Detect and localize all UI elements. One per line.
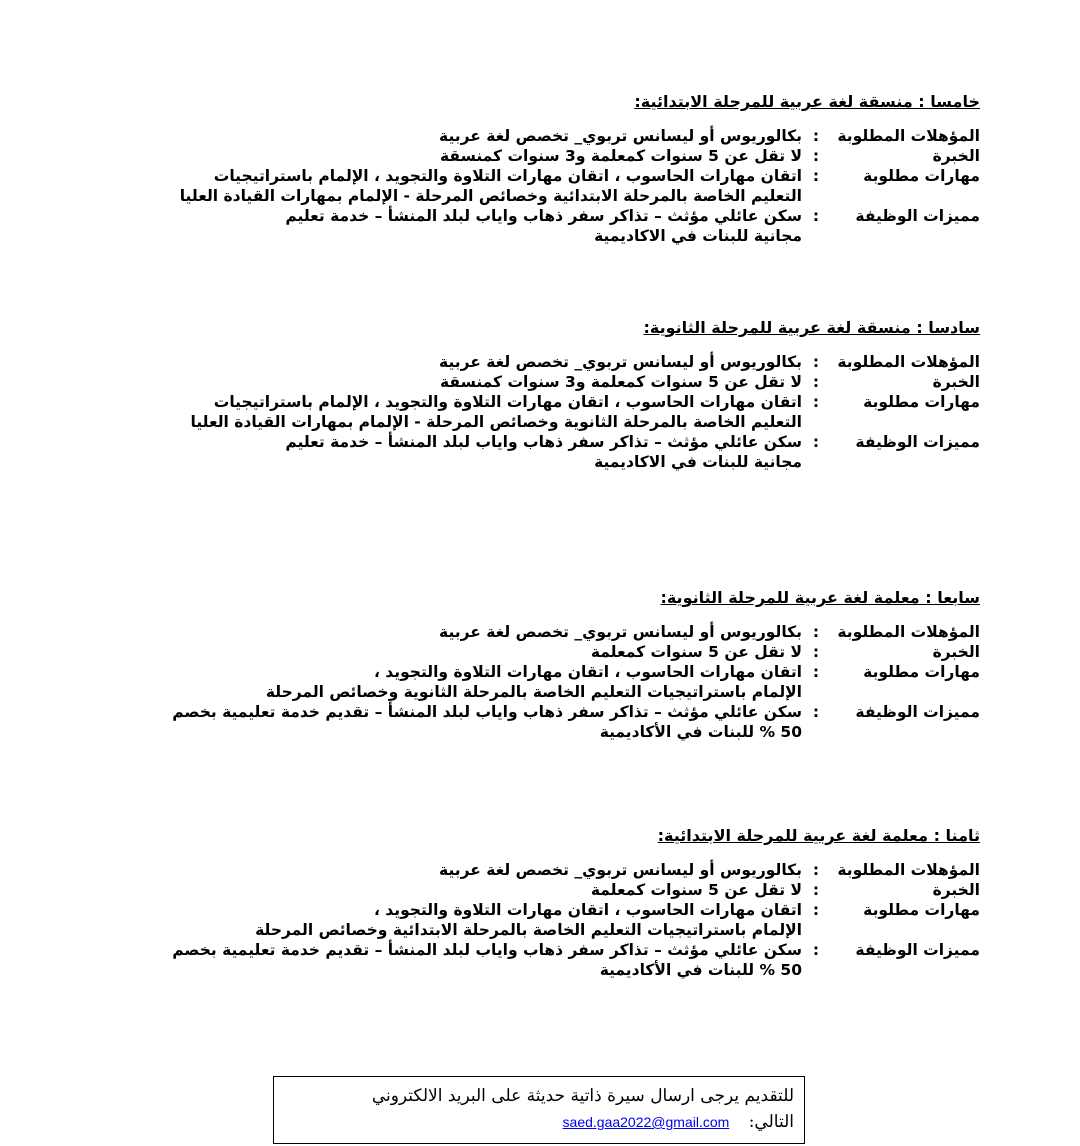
row-label: المؤهلات المطلوبة xyxy=(837,353,980,371)
value-line: اتقان مهارات الحاسوب ، اتقان مهارات التلاوة والتجويد ، xyxy=(374,663,802,681)
value-line: التعليم الخاصة بالمرحلة الابتدائية وخصائص المرحلة - الإلمام بمهارات القيادة العليا xyxy=(179,187,802,205)
row-label: مميزات الوظيفة xyxy=(855,941,980,959)
row-label: المؤهلات المطلوبة xyxy=(837,127,980,145)
row-colon: : xyxy=(812,861,820,879)
row-value xyxy=(285,432,802,472)
email-prefix: التالي: xyxy=(748,1112,794,1132)
row-value xyxy=(191,392,803,432)
job-section-arabic-teacher-primary xyxy=(80,826,980,980)
value-line: لا تقل عن 5 سنوات كمعلمة و3 سنوات كمنسقة xyxy=(440,147,802,165)
benefits-row xyxy=(80,702,980,742)
row-label: مهارات مطلوبة xyxy=(863,901,980,919)
value-line: اتقان مهارات الحاسوب ، اتقان مهارات التلاوة والتجويد ، xyxy=(374,901,802,919)
row-value xyxy=(591,642,802,662)
value-line: اتقان مهارات الحاسوب ، اتقان مهارات التلاوة والتجويد ، الإلمام باستراتيجيات xyxy=(213,393,802,411)
row-colon: : xyxy=(812,167,820,185)
benefits-row xyxy=(80,206,980,246)
row-label: المؤهلات المطلوبة xyxy=(837,623,980,641)
row-label: مهارات مطلوبة xyxy=(863,663,980,681)
row-value xyxy=(440,146,802,166)
experience-row xyxy=(80,642,980,662)
value-line: بكالوريوس أو ليسانس تربوي_ تخصص لغة عربية xyxy=(439,861,802,879)
skills-row xyxy=(80,392,980,432)
row-value xyxy=(439,622,802,642)
row-colon: : xyxy=(812,941,820,959)
row-label: المؤهلات المطلوبة xyxy=(837,861,980,879)
row-label: مهارات مطلوبة xyxy=(863,393,980,411)
skills-row xyxy=(80,900,980,940)
benefits-row xyxy=(80,432,980,472)
row-value xyxy=(180,166,802,206)
row-colon: : xyxy=(812,643,820,661)
section-title: ثامنا : معلمة لغة عربية للمرحلة الابتدائية: xyxy=(657,826,980,845)
row-colon: : xyxy=(812,881,820,899)
application-instruction: للتقديم يرجى ارسال سيرة ذاتية حديثة على البريد الالكتروني xyxy=(371,1086,794,1106)
row-label: مميزات الوظيفة xyxy=(855,207,980,225)
row-label: مميزات الوظيفة xyxy=(855,703,980,721)
row-colon: : xyxy=(812,663,820,681)
application-notice-box xyxy=(273,1076,805,1144)
row-value xyxy=(255,900,802,940)
row-colon: : xyxy=(812,901,820,919)
skills-row xyxy=(80,166,980,206)
section-title: سادسا : منسقة لغة عربية للمرحلة الثانوية: xyxy=(643,318,980,337)
row-value xyxy=(439,126,802,146)
value-line: 50 % للبنات في الأكاديمية xyxy=(599,961,802,979)
value-line: لا تقل عن 5 سنوات كمعلمة xyxy=(590,881,802,899)
row-colon: : xyxy=(812,623,820,641)
row-colon: : xyxy=(812,433,820,451)
value-line: بكالوريوس أو ليسانس تربوي_ تخصص لغة عربية xyxy=(439,623,802,641)
value-line: سكن عائلي مؤثث – تذاكر سفر ذهاب واياب لبلد المنشأ – خدمة تعليم xyxy=(285,433,802,451)
benefits-row xyxy=(80,940,980,980)
value-line: سكن عائلي مؤثث – تذاكر سفر ذهاب واياب لبلد المنشأ – تقديم خدمة تعليمية بخصم xyxy=(172,703,802,721)
row-colon: : xyxy=(812,373,820,391)
row-colon: : xyxy=(812,703,820,721)
qualifications-row xyxy=(80,860,980,880)
row-value xyxy=(439,860,802,880)
qualifications-row xyxy=(80,126,980,146)
job-section-arabic-teacher-secondary xyxy=(80,588,980,742)
section-title: خامسا : منسقة لغة عربية للمرحلة الابتدائية: xyxy=(634,92,980,111)
value-line: اتقان مهارات الحاسوب ، اتقان مهارات التلاوة والتجويد ، الإلمام باستراتيجيات xyxy=(213,167,802,185)
row-colon: : xyxy=(812,127,820,145)
row-value xyxy=(439,352,802,372)
value-line: لا تقل عن 5 سنوات كمعلمة و3 سنوات كمنسقة xyxy=(440,373,802,391)
row-label: الخبرة xyxy=(932,373,980,391)
row-label: الخبرة xyxy=(932,643,980,661)
row-colon: : xyxy=(812,147,820,165)
row-label: مميزات الوظيفة xyxy=(855,433,980,451)
value-line: سكن عائلي مؤثث – تذاكر سفر ذهاب واياب لبلد المنشأ – تقديم خدمة تعليمية بخصم xyxy=(172,941,802,959)
row-value xyxy=(172,702,802,742)
row-value xyxy=(172,940,802,980)
value-line: مجانية للبنات في الاكاديمية xyxy=(594,227,802,245)
skills-row xyxy=(80,662,980,702)
qualifications-row xyxy=(80,622,980,642)
row-label: مهارات مطلوبة xyxy=(863,167,980,185)
experience-row xyxy=(80,146,980,166)
row-colon: : xyxy=(812,353,820,371)
row-colon: : xyxy=(812,393,820,411)
value-line: 50 % للبنات في الأكاديمية xyxy=(599,723,802,741)
section-title: سابعا : معلمة لغة عربية للمرحلة الثانوية: xyxy=(660,588,980,607)
row-value xyxy=(266,662,802,702)
value-line: الإلمام باستراتيجيات التعليم الخاصة بالمرحلة الابتدائية وخصائص المرحلة xyxy=(255,921,802,939)
value-line: لا تقل عن 5 سنوات كمعلمة xyxy=(590,643,802,661)
row-value xyxy=(591,880,802,900)
experience-row xyxy=(80,372,980,392)
row-value xyxy=(285,206,802,246)
value-line: بكالوريوس أو ليسانس تربوي_ تخصص لغة عربية xyxy=(439,353,802,371)
row-label: الخبرة xyxy=(932,147,980,165)
value-line: سكن عائلي مؤثث – تذاكر سفر ذهاب واياب لبلد المنشأ – خدمة تعليم xyxy=(285,207,802,225)
row-value xyxy=(440,372,802,392)
job-section-arabic-coordinator-primary xyxy=(80,92,980,246)
qualifications-row xyxy=(80,352,980,372)
row-colon: : xyxy=(812,207,820,225)
value-line: التعليم الخاصة بالمرحلة الثانوية وخصائص المرحلة - الإلمام بمهارات القيادة العليا xyxy=(190,413,802,431)
value-line: مجانية للبنات في الاكاديمية xyxy=(594,453,802,471)
email-link[interactable]: saed.gaa2022@gmail.com xyxy=(562,1114,730,1130)
application-email-line xyxy=(284,1109,794,1135)
value-line: الإلمام باستراتيجيات التعليم الخاصة بالمرحلة الثانوية وخصائص المرحلة xyxy=(265,683,802,701)
row-label: الخبرة xyxy=(932,881,980,899)
experience-row xyxy=(80,880,980,900)
job-section-arabic-coordinator-secondary xyxy=(80,318,980,472)
value-line: بكالوريوس أو ليسانس تربوي_ تخصص لغة عربية xyxy=(439,127,802,145)
